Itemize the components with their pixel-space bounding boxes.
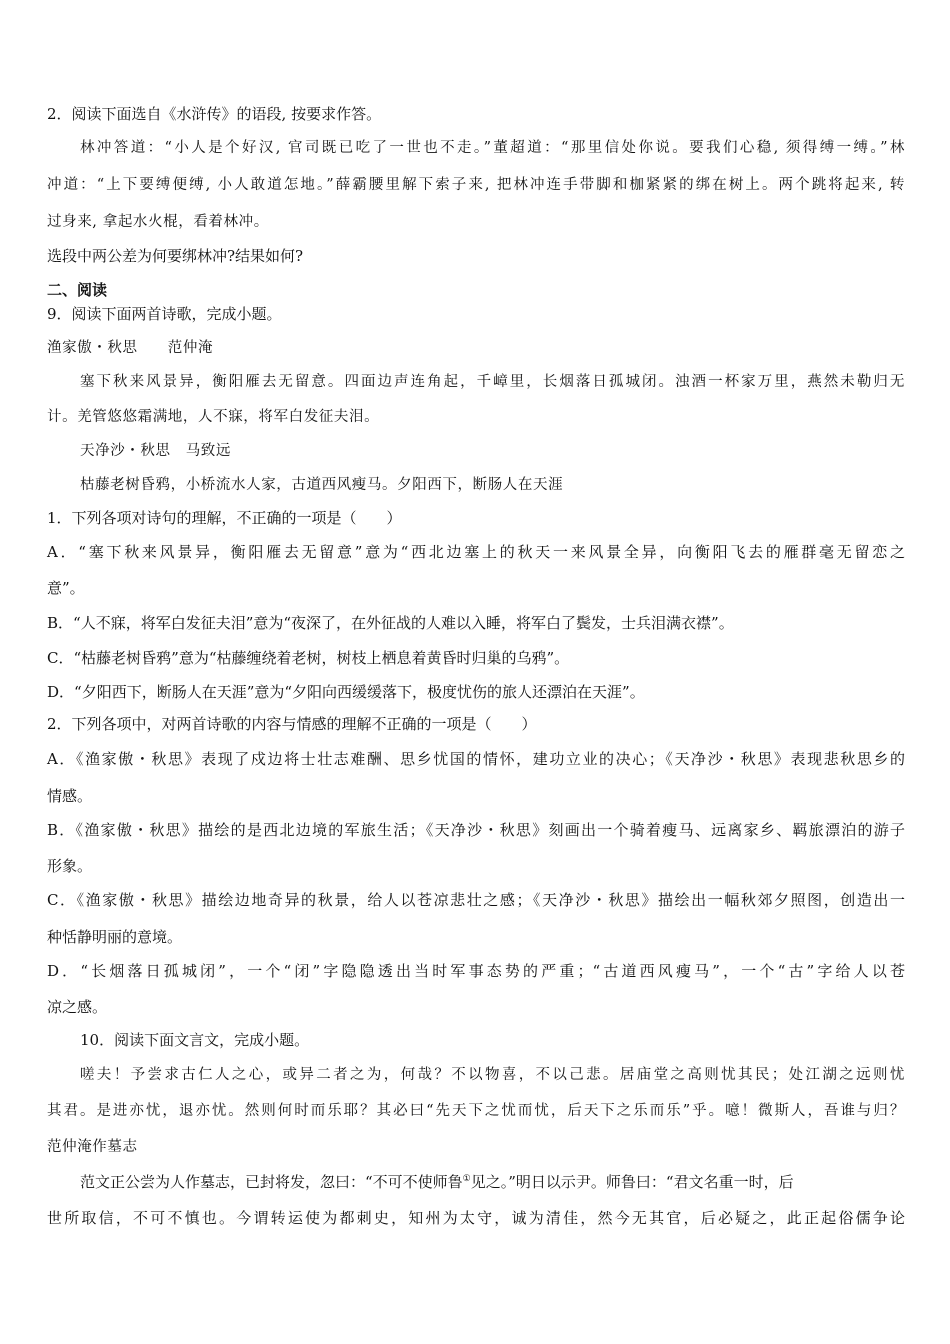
sub1-stem: 1．下列各项对诗句的理解，不正确的一项是（ ）	[47, 509, 402, 527]
poem1-title: 渔家傲・秋思 范仲淹	[47, 340, 214, 356]
q10-text-line-1: 嗟夫！予尝求古仁人之心，或异二者之为，何哉？不以物喜，不以己悲。居庙堂之高则忧其民；处江湖之远则忧	[80, 1067, 905, 1083]
poem2-line-1: 枯藤老树昏鸦，小桥流水人家，古道西风瘦马。夕阳西下，断肠人在天涯	[80, 477, 564, 493]
q2-passage-line-1: 林冲答道：“小人是个好汉, 官司既已吃了一世也不走。”董超道：“那里信处你说。要我们心稳, 须得缚一缚。”林	[80, 140, 905, 156]
q10-title: 10．阅读下面文言文，完成小题。	[80, 1031, 310, 1049]
q2-passage-line-3: 过身来, 拿起水火棍，看着林冲。	[47, 214, 269, 230]
q9-title: 9．阅读下面两首诗歌，完成小题。	[47, 305, 282, 323]
section-heading: 二、阅读	[47, 281, 108, 299]
poem1-line-1: 塞下秋来风景异，衡阳雁去无留意。四面边声连角起，千嶂里，长烟落日孤城闭。浊酒一杯家万里，燕然未勒归无	[80, 374, 905, 390]
sub1-option-a-line-1: A．“塞下秋来风景异，衡阳雁去无留意”意为“西北边塞上的秋天一来风景全异，向衡阳飞去的雁群毫无留恋之	[47, 543, 905, 561]
sub2-option-d-line-2: 凉之感。	[47, 998, 108, 1016]
q2-passage-line-2: 冲道：“上下要缚便缚, 小人敢道怎地。”薛霸腰里解下索子来, 把林冲连手带脚和枷紧紧的绑在树上。两个跳将起来, 转	[47, 177, 905, 193]
footnote-marker: ①	[462, 1174, 471, 1184]
poem2-title: 天净沙・秋思 马致远	[80, 443, 231, 459]
q2-question: 选段中两公差为何要绑林冲?结果如何?	[47, 247, 304, 265]
poem1-line-2: 计。羌管悠悠霜满地，人不寐，将军白发征夫泪。	[47, 409, 380, 425]
q10-passage-line-1	[80, 1172, 794, 1192]
sub1-option-c: C．“枯藤老树昏鸦”意为“枯藤缠绕着老树，树枝上栖息着黄昏时归巢的乌鸦”。	[47, 649, 570, 667]
sub2-option-c-line-2: 种恬静明丽的意境。	[47, 928, 183, 946]
q10-text-line-2: 其君。是进亦忧，退亦忧。然则何时而乐耶？其必曰“先天下之忧而忧，后天下之乐而乐”乎。噫！微斯人，吾谁与归？	[47, 1103, 905, 1119]
sub2-option-d-line-1: D．“长烟落日孤城闭”，一个“闭”字隐隐透出当时军事态势的严重；“古道西风瘦马”，一个“古”字给人以苍	[47, 962, 905, 980]
q2-title: 2．阅读下面选自《水浒传》的语段, 按要求作答。	[47, 105, 382, 123]
q10-subtitle: 范仲淹作墓志	[47, 1139, 138, 1155]
q10-passage-line-1-part-b: 见之。”明日以示尹。师鲁曰：“君文名重一时，后	[470, 1173, 794, 1191]
sub1-option-d: D．“夕阳西下，断肠人在天涯”意为“夕阳向西缓缓落下，极度忧伤的旅人还漂泊在天涯”。	[47, 683, 645, 701]
q10-passage-line-1-part-a: 范文正公尝为人作墓志，已封将发，忽曰：“不可不使师鲁	[80, 1173, 463, 1191]
sub2-option-a-line-2: 情感。	[47, 787, 93, 805]
sub2-option-c-line-1: C．《渔家傲・秋思》描绘边地奇异的秋景，给人以苍凉悲壮之感；《天净沙・秋思》描绘出一幅秋郊夕照图，创造出一	[47, 891, 905, 909]
sub2-option-b-line-2: 形象。	[47, 857, 93, 875]
sub2-option-a-line-1: A．《渔家傲・秋思》表现了戍边将士壮志难酬、思乡忧国的情怀，建功立业的决心；《天净沙・秋思》表现悲秋思乡的	[47, 750, 905, 768]
sub2-stem: 2．下列各项中，对两首诗歌的内容与情感的理解不正确的一项是（ ）	[47, 715, 537, 733]
sub2-option-b-line-1: B．《渔家傲・秋思》描绘的是西北边境的军旅生活；《天净沙・秋思》刻画出一个骑着瘦马、远离家乡、羁旅漂泊的游子	[47, 821, 905, 839]
sub1-option-b: B．“人不寐，将军白发征夫泪”意为“夜深了，在外征战的人难以入睡，将军白了鬓发，士兵泪满衣襟”。	[47, 614, 734, 632]
q10-passage-line-2: 世所取信，不可不慎也。今谓转运使为都刺史，知州为太守，诚为清佳，然今无其官，后必疑之，此正起俗儒争论	[47, 1209, 905, 1227]
sub1-option-a-line-2: 意”。	[47, 579, 85, 597]
